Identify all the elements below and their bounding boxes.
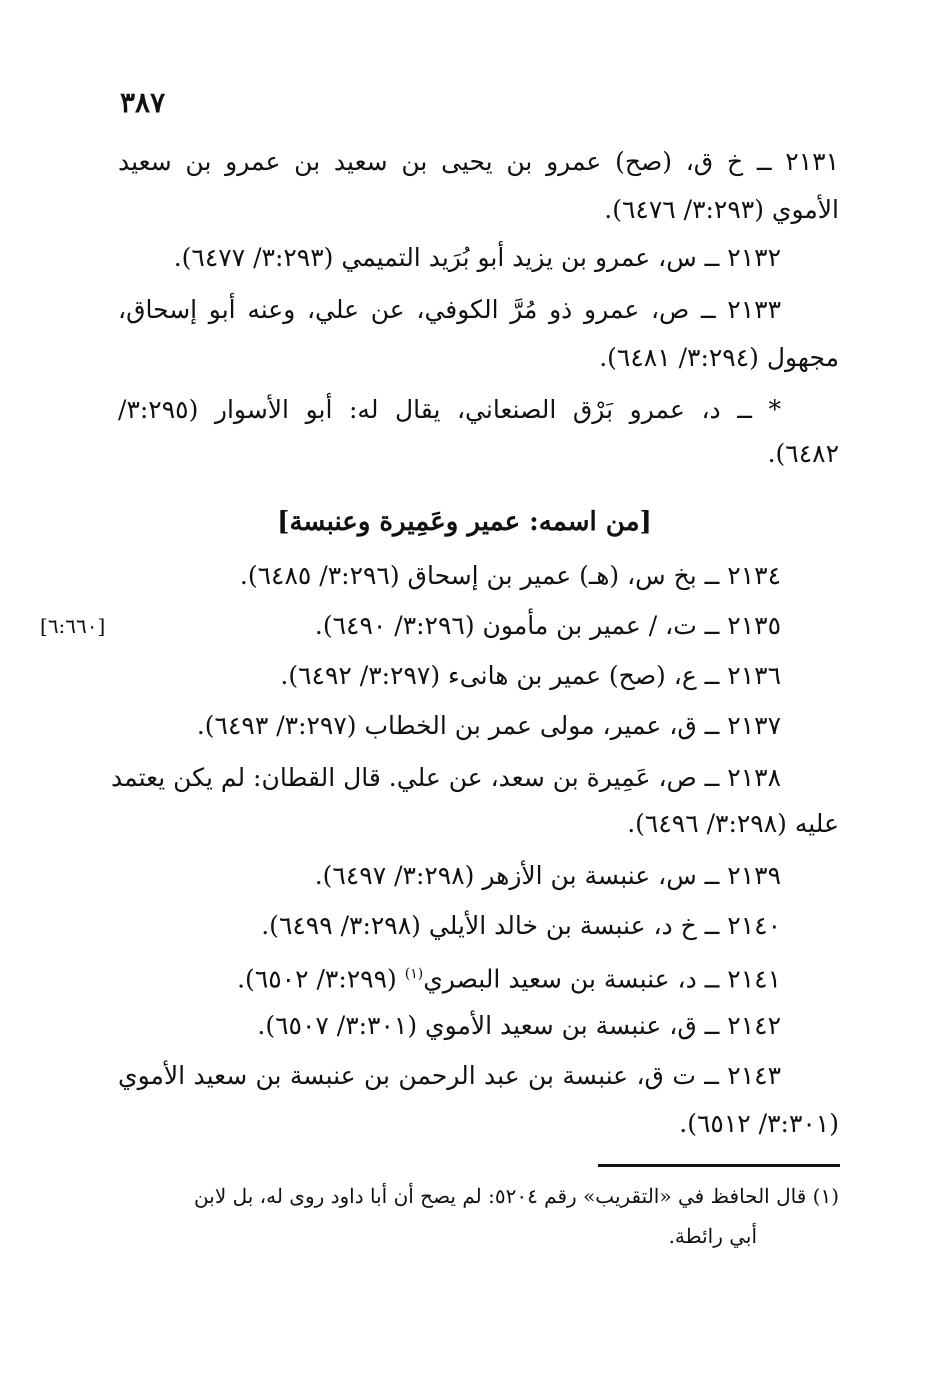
- entry-2143-line-2: (٣:٣٠١/ ٦٥١٢).: [679, 1109, 839, 1138]
- footnote-line-1: (١) قال الحافظ في «التقريب» رقم ٥٢٠٤: لم يصح أن أبا داود روى له، بل لابن: [194, 1184, 839, 1208]
- entry-2132: ٢١٣٢ ــ س، عمرو بن يزيد أبو بُرَيد التميمي (٣:٢٩٣/ ٦٤٧٧).: [173, 243, 781, 272]
- entry-2138-line-1: ٢١٣٨ ــ ص، عَمِيرة بن سعد، عن علي. قال القطان: لم يكن يعتمد: [111, 763, 781, 792]
- entry-2141-reference: (٣:٢٩٩/ ٦٥٠٢).: [237, 964, 405, 994]
- entry-2142: ٢١٤٢ ــ ق، عنبسة بن سعيد الأموي (٣:٣٠١/ ٦٥٠٧).: [257, 1011, 781, 1040]
- entry-2139: ٢١٣٩ ــ س، عنبسة بن الأزهر (٣:٢٩٨/ ٦٤٩٧).: [314, 861, 781, 890]
- footnote-line-2: أبي رائطة.: [668, 1224, 757, 1248]
- section-heading: [من اسمه: عمير وعَمِيرة وعنبسة]: [277, 507, 652, 537]
- entry-2134: ٢١٣٤ ــ بخ س، (هـ) عمير بن إسحاق (٣:٢٩٦/ ٦٤٨٥).: [239, 561, 781, 590]
- entry-2140: ٢١٤٠ ــ خ د، عنبسة بن خالد الأيلي (٣:٢٩٨/ ٦٤٩٩).: [261, 911, 781, 940]
- entry-2136: ٢١٣٦ ــ ع، (صح) عمير بن هانىء (٣:٢٩٧/ ٦٤٩٢).: [280, 661, 781, 690]
- entry-2141-text: ٢١٤١ ــ د، عنبسة بن سعيد البصري: [423, 964, 781, 994]
- entry-2133-line-2: مجهول (٣:٢٩٤/ ٦٤٨١).: [599, 343, 839, 372]
- entry-star-line-1: * ــ د، عمرو بَرْق الصنعاني، يقال له: أبو الأسوار (٣:٢٩٥/: [118, 395, 781, 424]
- entry-2138-line-2: عليه (٣:٢٩٨/ ٦٤٩٦).: [627, 809, 839, 838]
- entry-2141: [237, 954, 781, 999]
- entry-2133-line-1: ٢١٣٣ ــ ص، عمرو ذو مُرَّ الكوفي، عن علي، وعنه أبو إسحاق،: [118, 295, 781, 324]
- entry-2131-line-2: الأموي (٣:٢٩٣/ ٦٤٧٦).: [604, 195, 839, 224]
- footnote-marker: (١): [404, 966, 424, 982]
- entry-2143-line-1: ٢١٤٣ ــ ت ق، عنبسة بن عبد الرحمن بن عنبسة بن سعيد الأموي: [118, 1061, 781, 1090]
- page-number: ٣٨٧: [120, 86, 166, 119]
- entry-star-line-2: ٦٤٨٢).: [767, 439, 839, 468]
- margin-reference: [٦:٦٦٠]: [40, 614, 106, 638]
- entry-2137: ٢١٣٧ ــ ق، عمير، مولى عمر بن الخطاب (٣:٢٩٧/ ٦٤٩٣).: [196, 711, 781, 740]
- footnote-rule: [598, 1164, 840, 1167]
- entry-2131-line-1: ٢١٣١ ــ خ ق، (صح) عمرو بن يحيى بن سعيد بن عمرو بن سعيد: [118, 147, 839, 176]
- entry-2135: ٢١٣٥ ــ ت، / عمير بن مأمون (٣:٢٩٦/ ٦٤٩٠).: [314, 611, 781, 640]
